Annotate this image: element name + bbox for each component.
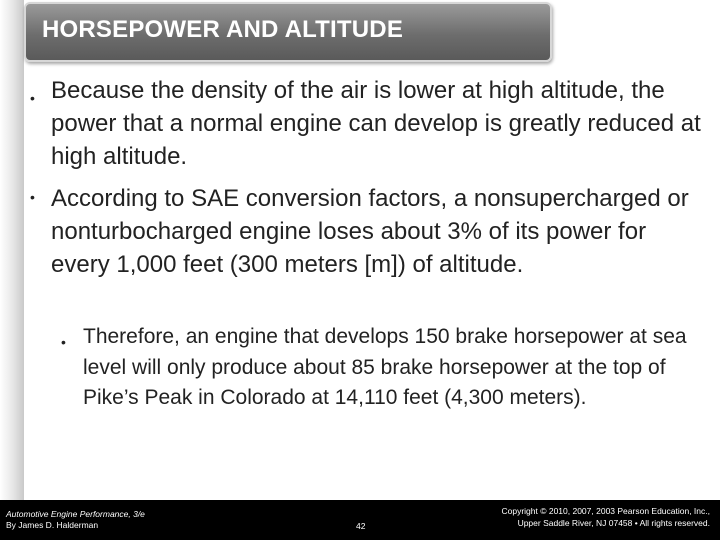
footer-book-info (6, 509, 145, 531)
sub-bullet-marker: • (61, 334, 66, 350)
sub-bullet-point-1: Therefore, an engine that develops 150 brake horsepower at sea level will only produce about 85 brake horsepower at the top of Pike’s Peak in Colorado at 14,110 feet (4,300 meters). (83, 325, 687, 409)
footer-copyright (501, 506, 710, 529)
bullet-point-1: Because the density of the air is lower at high altitude, the power that a normal engine can develop is greatly reduced at high altitude. (51, 77, 701, 170)
bullet-point-2: According to SAE conversion factors, a nonsupercharged or nonturbocharged engine loses about 3% of its power for every 1,000 feet (300 meters [m]) of altitude. (51, 185, 689, 278)
footer-author: By James D. Halderman (6, 520, 99, 530)
bullet-marker: • (30, 189, 35, 205)
footer-bar (0, 500, 720, 540)
footer-page-number: 42 (356, 521, 366, 531)
footer-address-line: Upper Saddle River, NJ 07458 • All rights reserved. (517, 517, 710, 528)
bullet-marker: • (30, 90, 35, 106)
slide-title: HORSEPOWER AND ALTITUDE (42, 16, 404, 43)
footer-copyright-line: Copyright © 2010, 2007, 2003 Pearson Education, Inc., (501, 506, 710, 516)
footer-book-title: Automotive Engine Performance, 3/e (6, 509, 145, 519)
